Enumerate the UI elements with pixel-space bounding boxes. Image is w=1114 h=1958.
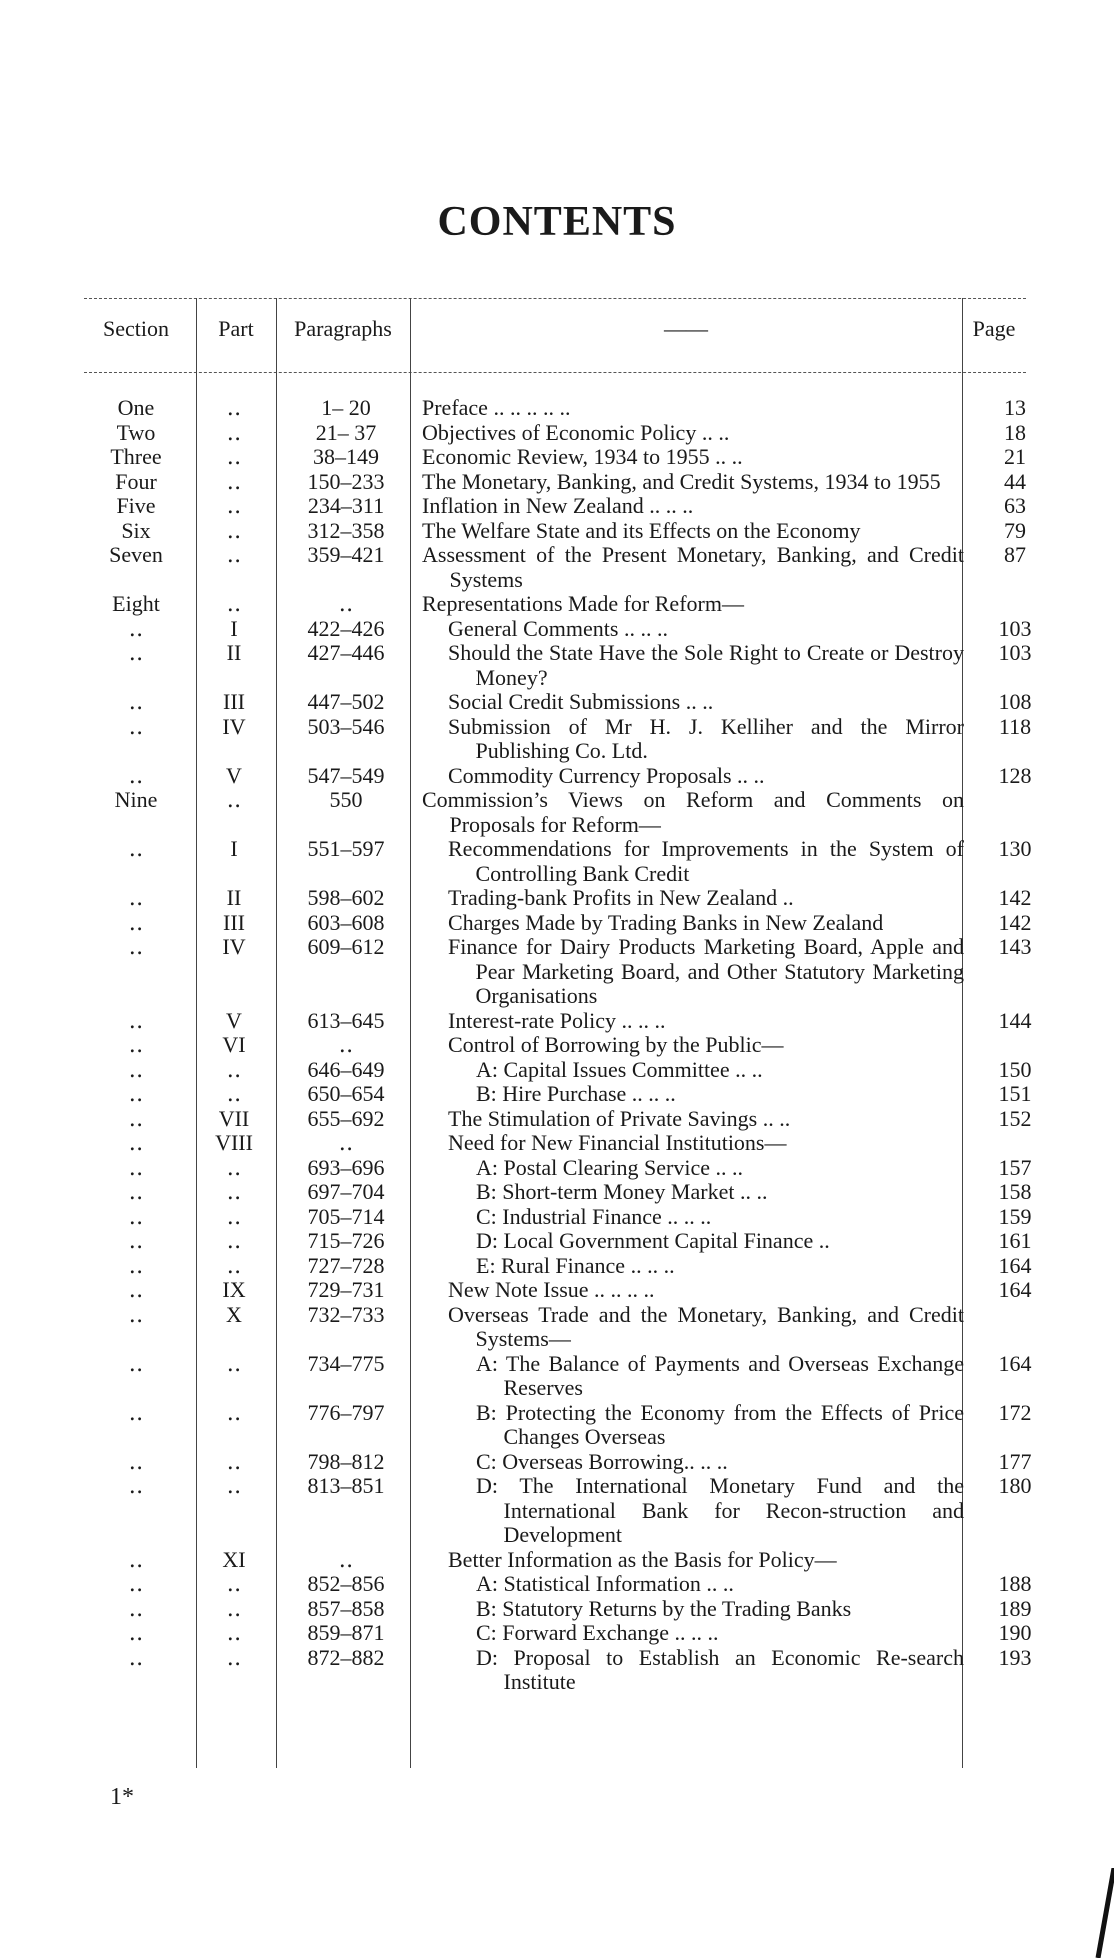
toc-part-cell: ‥ [226, 1595, 242, 1621]
toc-title-text: Preface .. .. .. .. .. [422, 395, 571, 420]
toc-page-cell: 18 [1004, 419, 1026, 445]
toc-title-text: Commission’s Views on Reform and Comments on Proposals for Reform— [422, 787, 964, 837]
toc-title-text: C: Forward Exchange .. .. .. [476, 1620, 719, 1645]
toc-paragraphs-cell: 693–696 [307, 1154, 385, 1180]
toc-part-cell: V [226, 1007, 242, 1033]
toc-part-cell: X [226, 1301, 242, 1327]
toc-part-cell: ‥ [226, 1056, 242, 1082]
toc-section-cell: ‥ [128, 836, 144, 861]
toc-title-cell [422, 1303, 964, 1352]
toc-part-cell: VII [218, 1105, 250, 1131]
toc-part-cell: IX [222, 1277, 246, 1302]
toc-title-text: Charges Made by Trading Banks in New Zealand [448, 909, 884, 935]
toc-paragraphs-cell: 547–549 [307, 762, 385, 788]
toc-section-cell: ‥ [128, 713, 144, 739]
toc-paragraphs-cell: 503–546 [307, 713, 385, 739]
toc-part-cell: I [230, 836, 238, 861]
toc-row [0, 421, 1114, 446]
toc-title-cell [422, 617, 964, 642]
toc-paragraphs-cell: 550 [329, 787, 363, 812]
toc-title-text: Should the State Have the Sole Right to Create or Destroy Money? [448, 640, 964, 690]
toc-part-cell: II [226, 640, 242, 665]
toc-section-cell: ‥ [128, 1130, 144, 1155]
toc-section-cell: ‥ [128, 1448, 144, 1474]
toc-section-cell: Five [116, 493, 156, 518]
toc-page-cell: 108 [998, 689, 1032, 714]
toc-section-cell: ‥ [128, 1203, 144, 1229]
toc-title-text: C: Overseas Borrowing.. .. .. [476, 1448, 728, 1474]
toc-paragraphs-cell: ‥ [338, 591, 354, 616]
page-edge-mark [1094, 1868, 1114, 1958]
toc-page-cell: 189 [998, 1595, 1032, 1621]
toc-title-text: Social Credit Submissions .. .. [448, 689, 714, 714]
toc-section-cell: ‥ [128, 1056, 144, 1082]
toc-section-cell: Eight [112, 591, 160, 616]
toc-section-cell: ‥ [128, 909, 144, 935]
toc-title-cell [422, 1548, 964, 1573]
toc-paragraphs-cell: 776–797 [307, 1399, 385, 1425]
toc-row [0, 592, 1114, 617]
toc-title-cell [422, 1572, 964, 1597]
toc-page-cell: 13 [1004, 395, 1026, 420]
page-title: CONTENTS [437, 199, 677, 245]
toc-title-text: Representations Made for Reform— [422, 591, 744, 616]
toc-part-cell: ‥ [226, 444, 242, 469]
toc-paragraphs-cell: 697–704 [307, 1179, 385, 1204]
toc-page-cell: 159 [998, 1203, 1032, 1229]
toc-row [0, 1180, 1114, 1205]
toc-part-cell: ‥ [226, 1350, 242, 1376]
toc-row [0, 1278, 1114, 1303]
toc-paragraphs-cell: 150–233 [307, 468, 385, 494]
toc-section-cell: ‥ [128, 1007, 144, 1033]
toc-title-cell [422, 1205, 964, 1230]
toc-paragraphs-cell: ‥ [338, 1130, 354, 1155]
toc-title-cell [422, 1107, 964, 1132]
toc-title-cell [422, 764, 964, 789]
toc-page-cell: 161 [998, 1228, 1032, 1253]
toc-row [0, 519, 1114, 544]
toc-section-cell: ‥ [128, 640, 144, 665]
toc-section-cell: Seven [109, 542, 163, 567]
toc-paragraphs-cell: 234–311 [307, 493, 385, 518]
toc-page-cell: 44 [1004, 468, 1026, 494]
contents-table-body [0, 396, 1114, 1695]
toc-title-text: Better Information as the Basis for Policy— [448, 1546, 837, 1572]
toc-title-text: Finance for Dairy Products Marketing Board, Apple and Pear Marketing Board, and Other Statutory Marketing Organisations [448, 934, 964, 1008]
toc-part-cell: ‥ [226, 419, 242, 445]
toc-title-text: Inflation in New Zealand .. .. .. [422, 493, 694, 518]
toc-paragraphs-cell: 21– 37 [315, 419, 377, 445]
toc-row [0, 1646, 1114, 1695]
toc-row [0, 935, 1114, 1009]
toc-part-cell: ‥ [226, 1473, 242, 1498]
toc-part-cell: II [226, 885, 242, 910]
toc-row [0, 764, 1114, 789]
toc-part-cell: III [223, 909, 245, 935]
toc-title-cell [422, 911, 964, 936]
toc-paragraphs-cell: ‥ [338, 1032, 354, 1057]
toc-row [0, 1254, 1114, 1279]
toc-title-cell [422, 519, 964, 544]
toc-title-cell [422, 1058, 964, 1083]
toc-title-text: General Comments .. .. .. [448, 615, 668, 641]
toc-title-text: D: Proposal to Establish an Economic Re-search Institute [476, 1644, 964, 1694]
toc-section-cell: Nine [114, 787, 158, 812]
toc-paragraphs-cell: 447–502 [307, 689, 385, 714]
toc-page-cell: 164 [998, 1252, 1032, 1278]
toc-title-text: Submission of Mr H. J. Kelliher and the Mirror Publishing Co. Ltd. [448, 713, 964, 763]
toc-row [0, 715, 1114, 764]
toc-page-cell: 142 [998, 885, 1032, 910]
toc-page-cell: 190 [998, 1620, 1032, 1645]
toc-page-cell: 193 [998, 1644, 1032, 1670]
toc-part-cell: III [223, 689, 245, 714]
toc-row [0, 1107, 1114, 1132]
toc-title-text: Interest-rate Policy .. .. .. [448, 1007, 666, 1033]
toc-row [0, 1597, 1114, 1622]
toc-part-cell: V [226, 762, 242, 788]
toc-page-cell: 79 [1004, 517, 1026, 543]
toc-title-cell [422, 1278, 964, 1303]
header-section: Section [103, 316, 169, 341]
toc-title-text: E: Rural Finance .. .. .. [476, 1252, 675, 1278]
toc-section-cell: Two [116, 419, 156, 445]
toc-page-cell: 63 [1004, 493, 1026, 518]
toc-title-text: C: Industrial Finance .. .. .. [476, 1203, 712, 1229]
toc-title-cell [422, 690, 964, 715]
toc-title-text: B: Hire Purchase .. .. .. [476, 1081, 676, 1106]
toc-part-cell: VIII [215, 1130, 253, 1155]
toc-part-cell: VI [222, 1032, 246, 1057]
toc-part-cell: ‥ [226, 591, 242, 616]
toc-paragraphs-cell: 598–602 [307, 885, 385, 910]
toc-section-cell: ‥ [128, 1546, 144, 1572]
toc-title-cell [422, 1401, 964, 1450]
toc-row [0, 396, 1114, 421]
toc-page-cell: 103 [998, 640, 1032, 665]
toc-title-text: Objectives of Economic Policy .. .. [422, 419, 730, 445]
toc-row [0, 690, 1114, 715]
toc-title-cell [422, 445, 964, 470]
toc-section-cell: One [117, 395, 155, 420]
toc-page-cell: 180 [998, 1473, 1032, 1498]
toc-section-cell: ‥ [128, 1179, 144, 1204]
toc-title-text: B: Short-term Money Market .. .. [476, 1179, 768, 1204]
header-title: —— [664, 316, 708, 341]
toc-page-cell: 21 [1004, 444, 1026, 469]
toc-section-cell: ‥ [128, 1350, 144, 1376]
toc-title-cell [422, 470, 964, 495]
toc-paragraphs-cell: ‥ [338, 1546, 354, 1572]
toc-title-text: D: Local Government Capital Finance .. [476, 1228, 830, 1253]
toc-row [0, 1352, 1114, 1401]
toc-paragraphs-cell: 359–421 [307, 542, 385, 567]
toc-row [0, 1474, 1114, 1548]
toc-page-cell: 142 [998, 909, 1032, 935]
toc-part-cell: ‥ [226, 1448, 242, 1474]
toc-title-cell [422, 1450, 964, 1475]
toc-title-cell [422, 1646, 964, 1695]
toc-row [0, 1450, 1114, 1475]
toc-section-cell: ‥ [128, 1399, 144, 1425]
toc-section-cell: ‥ [128, 1081, 144, 1106]
toc-row [0, 1548, 1114, 1573]
toc-paragraphs-cell: 655–692 [307, 1105, 385, 1131]
toc-paragraphs-cell: 38–149 [313, 444, 379, 469]
toc-paragraphs-cell: 727–728 [307, 1252, 385, 1278]
toc-section-cell: ‥ [128, 762, 144, 788]
toc-paragraphs-cell: 603–608 [307, 909, 385, 935]
toc-paragraphs-cell: 813–851 [307, 1473, 385, 1498]
toc-paragraphs-cell: 427–446 [307, 640, 385, 665]
toc-title-cell [422, 1180, 964, 1205]
toc-title-cell [422, 1229, 964, 1254]
toc-section-cell: ‥ [128, 689, 144, 714]
toc-title-text: The Stimulation of Private Savings .. .. [448, 1105, 791, 1131]
toc-title-cell [422, 1254, 964, 1279]
toc-title-text: Control of Borrowing by the Public— [448, 1032, 784, 1057]
toc-part-cell: ‥ [226, 1154, 242, 1180]
toc-part-cell: ‥ [226, 1399, 242, 1425]
toc-row [0, 1303, 1114, 1352]
toc-row [0, 1572, 1114, 1597]
header-bottom-rule [84, 372, 1026, 373]
toc-section-cell: Six [121, 517, 151, 543]
toc-page-cell: 118 [998, 713, 1032, 739]
toc-title-text: D: The International Monetary Fund and the International Bank for Recon-struction and Development [476, 1473, 964, 1547]
toc-page-cell: 128 [998, 762, 1032, 788]
toc-section-cell: ‥ [128, 1105, 144, 1131]
toc-part-cell: ‥ [226, 542, 242, 567]
toc-row [0, 1156, 1114, 1181]
toc-row [0, 837, 1114, 886]
toc-page-cell: 87 [1004, 542, 1026, 567]
toc-part-cell: ‥ [226, 1644, 242, 1670]
toc-paragraphs-cell: 729–731 [307, 1277, 385, 1302]
toc-page-cell: 103 [998, 615, 1032, 641]
toc-section-cell: ‥ [128, 1595, 144, 1621]
toc-title-cell [422, 1352, 964, 1401]
toc-section-cell: ‥ [128, 1252, 144, 1278]
toc-section-cell: ‥ [128, 1644, 144, 1670]
toc-part-cell: ‥ [226, 1081, 242, 1106]
toc-paragraphs-cell: 798–812 [307, 1448, 385, 1474]
toc-title-cell [422, 1621, 964, 1646]
toc-paragraphs-cell: 650–654 [307, 1081, 385, 1106]
toc-page-cell: 158 [998, 1179, 1032, 1204]
toc-title-text: A: The Balance of Payments and Overseas Exchange Reserves [476, 1350, 964, 1400]
toc-page-cell: 157 [998, 1154, 1032, 1180]
toc-title-cell [422, 1131, 964, 1156]
toc-paragraphs-cell: 551–597 [307, 836, 385, 861]
toc-page-cell: 152 [998, 1105, 1032, 1131]
toc-page-cell: 177 [998, 1448, 1032, 1474]
toc-part-cell: ‥ [226, 787, 242, 812]
toc-part-cell: XI [222, 1546, 246, 1572]
toc-title-text: A: Capital Issues Committee .. .. [476, 1056, 763, 1082]
toc-page-cell: 143 [998, 934, 1032, 959]
toc-row [0, 1401, 1114, 1450]
toc-part-cell: ‥ [226, 468, 242, 494]
toc-paragraphs-cell: 857–858 [307, 1595, 385, 1621]
toc-part-cell: ‥ [226, 1203, 242, 1229]
toc-title-cell [422, 935, 964, 1009]
toc-title-text: A: Postal Clearing Service .. .. [476, 1154, 744, 1180]
toc-row [0, 1058, 1114, 1083]
toc-part-cell: ‥ [226, 493, 242, 518]
toc-row [0, 617, 1114, 642]
toc-title-cell [422, 421, 964, 446]
toc-section-cell: ‥ [128, 1228, 144, 1253]
toc-row [0, 1009, 1114, 1034]
header-part: Part [218, 316, 254, 341]
toc-title-text: Trading-bank Profits in New Zealand .. [448, 885, 794, 910]
toc-title-cell [422, 1009, 964, 1034]
toc-paragraphs-cell: 312–358 [307, 517, 385, 543]
toc-row [0, 445, 1114, 470]
toc-page-cell: 151 [998, 1081, 1032, 1106]
toc-part-cell: ‥ [226, 1179, 242, 1204]
toc-paragraphs-cell: 734–775 [307, 1350, 385, 1376]
toc-page-cell: 164 [998, 1277, 1032, 1302]
toc-title-text: B: Statutory Returns by the Trading Banks [476, 1595, 852, 1621]
toc-section-cell: ‥ [128, 1032, 144, 1057]
toc-title-cell [422, 592, 964, 617]
toc-page-cell: 150 [998, 1056, 1032, 1082]
toc-title-text: New Note Issue .. .. .. .. [448, 1277, 655, 1302]
toc-part-cell: I [230, 615, 238, 641]
toc-title-cell [422, 641, 964, 690]
toc-paragraphs-cell: 646–649 [307, 1056, 385, 1082]
toc-paragraphs-cell: 872–882 [307, 1644, 385, 1670]
toc-title-text: Commodity Currency Proposals .. .. [448, 762, 765, 788]
header-top-rule [84, 298, 1026, 299]
toc-paragraphs-cell: 1– 20 [321, 395, 371, 420]
toc-paragraphs-cell: 715–726 [307, 1228, 385, 1253]
toc-row [0, 1082, 1114, 1107]
toc-page-cell: 130 [998, 836, 1032, 861]
toc-title-cell [422, 837, 964, 886]
toc-part-cell: IV [222, 713, 246, 739]
toc-paragraphs-cell: 852–856 [307, 1571, 385, 1596]
toc-title-cell [422, 543, 964, 592]
toc-title-text: Need for New Financial Institutions— [448, 1130, 787, 1155]
toc-section-cell: ‥ [128, 1620, 144, 1645]
toc-row [0, 641, 1114, 690]
toc-row [0, 886, 1114, 911]
toc-title-cell [422, 1082, 964, 1107]
toc-part-cell: IV [222, 934, 246, 959]
toc-section-cell: ‥ [128, 1473, 144, 1498]
toc-page-cell: 164 [998, 1350, 1032, 1376]
toc-section-cell: ‥ [128, 1154, 144, 1180]
toc-page-cell: 172 [998, 1399, 1032, 1425]
header-page: Page [972, 316, 1016, 341]
toc-part-cell: ‥ [226, 1571, 242, 1596]
toc-title-text: Economic Review, 1934 to 1955 .. .. [422, 444, 743, 469]
toc-paragraphs-cell: 705–714 [307, 1203, 385, 1229]
toc-row [0, 1621, 1114, 1646]
toc-paragraphs-cell: 613–645 [307, 1007, 385, 1033]
toc-title-cell [422, 1033, 964, 1058]
toc-title-cell [422, 1597, 964, 1622]
toc-section-cell: Three [110, 444, 162, 469]
toc-title-cell [422, 494, 964, 519]
toc-title-text: Recommendations for Improvements in the System of Controlling Bank Credit [448, 836, 964, 886]
toc-section-cell: ‥ [128, 1301, 144, 1327]
toc-title-text: Overseas Trade and the Monetary, Banking, and Credit Systems— [448, 1301, 964, 1351]
toc-row [0, 543, 1114, 592]
toc-row [0, 1205, 1114, 1230]
toc-row [0, 1131, 1114, 1156]
toc-row [0, 788, 1114, 837]
toc-title-cell [422, 886, 964, 911]
toc-title-text: A: Statistical Information .. .. [476, 1571, 734, 1596]
toc-title-text: Assessment of the Present Monetary, Banking, and Credit Systems [422, 542, 964, 592]
toc-row [0, 911, 1114, 936]
toc-title-cell [422, 396, 964, 421]
toc-title-cell [422, 715, 964, 764]
toc-row [0, 1033, 1114, 1058]
toc-section-cell: ‥ [128, 885, 144, 910]
toc-paragraphs-cell: 422–426 [307, 615, 385, 641]
toc-row [0, 470, 1114, 495]
toc-title-cell [422, 1474, 964, 1548]
toc-part-cell: ‥ [226, 1252, 242, 1278]
toc-page-cell: 188 [998, 1571, 1032, 1596]
toc-title-text: B: Protecting the Economy from the Effects of Price Changes Overseas [476, 1399, 964, 1449]
toc-part-cell: ‥ [226, 1228, 242, 1253]
toc-title-text: The Welfare State and its Effects on the Economy [422, 517, 861, 543]
toc-section-cell: ‥ [128, 1277, 144, 1302]
toc-section-cell: ‥ [128, 615, 144, 641]
toc-section-cell: ‥ [128, 934, 144, 959]
toc-section-cell: ‥ [128, 1571, 144, 1596]
toc-paragraphs-cell: 609–612 [307, 934, 385, 959]
toc-part-cell: ‥ [226, 395, 242, 420]
toc-part-cell: ‥ [226, 1620, 242, 1645]
toc-title-cell [422, 1156, 964, 1181]
toc-page-cell: 144 [998, 1007, 1032, 1033]
toc-title-text: The Monetary, Banking, and Credit Systems, 1934 to 1955 [422, 468, 941, 494]
toc-paragraphs-cell: 732–733 [307, 1301, 385, 1327]
toc-section-cell: Four [115, 468, 157, 494]
toc-title-cell [422, 788, 964, 837]
header-paragraphs: Paragraphs [294, 316, 392, 341]
toc-part-cell: ‥ [226, 517, 242, 543]
toc-row [0, 1229, 1114, 1254]
folio-mark: 1* [110, 1784, 134, 1810]
toc-paragraphs-cell: 859–871 [307, 1620, 385, 1645]
toc-row [0, 494, 1114, 519]
